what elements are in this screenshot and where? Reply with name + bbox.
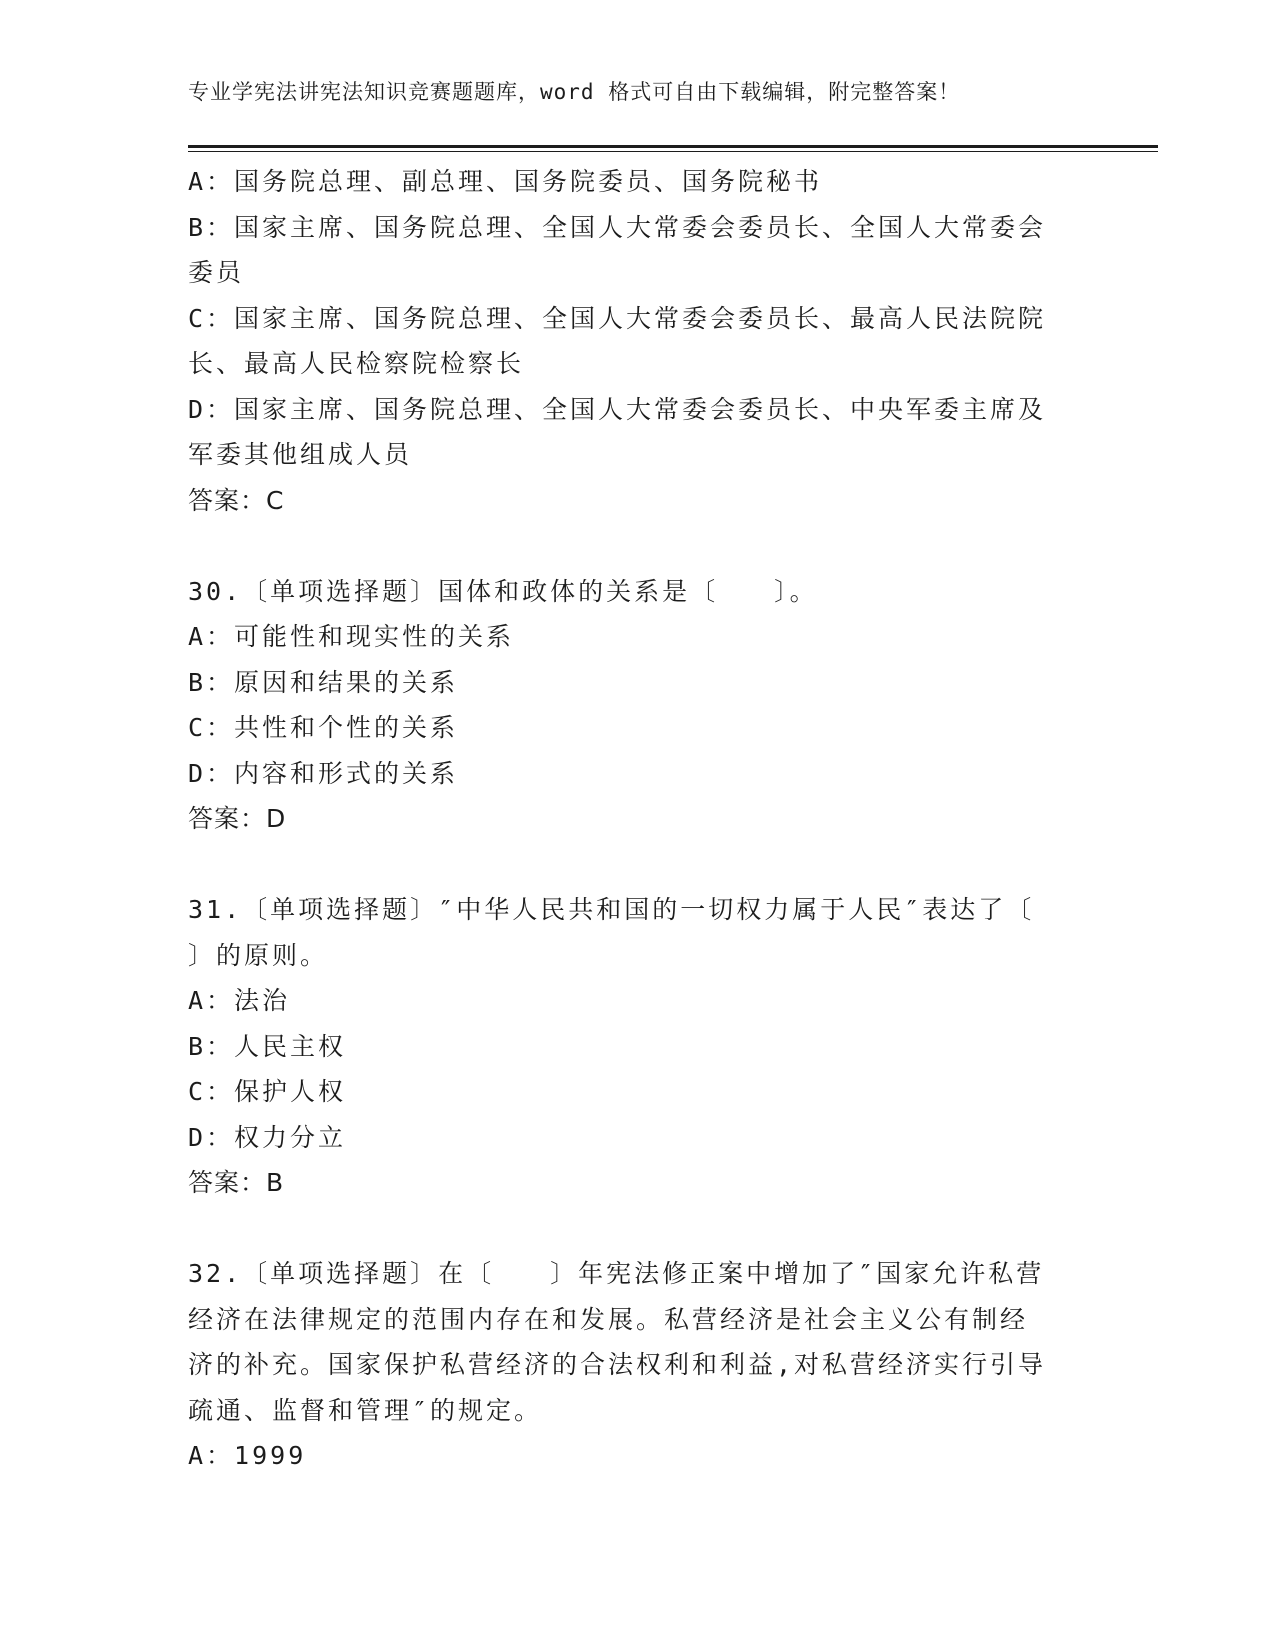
- option-b: B：国家主席、国务院总理、全国人大常委会委员长、全国人大常委会: [188, 212, 1047, 242]
- question-stem-31-cont: 〕的原则。: [188, 940, 329, 970]
- option-c-cont: 长、最高人民检察院检察长: [188, 349, 525, 378]
- option-c: C：共性和个性的关系: [188, 713, 459, 742]
- option-a: A：国务院总理、副总理、国务院委员、国务院秘书: [188, 167, 823, 196]
- option-b-cont: 委员: [188, 258, 245, 287]
- question-stem-30: 30.〔单项选择题〕国体和政体的关系是〔 〕。: [188, 576, 818, 606]
- question-stem-32-cont: 疏通、监督和管理″的规定。: [188, 1395, 543, 1425]
- option-c: C：国家主席、国务院总理、全国人大常委会委员长、最高人民法院院: [188, 303, 1047, 333]
- answer-q29: 答案：C: [188, 485, 285, 515]
- option-d: D：国家主席、国务院总理、全国人大常委会委员长、中央军委主席及: [188, 394, 1047, 424]
- option-a: A：1999: [188, 1441, 307, 1470]
- header-rule-thin: [188, 151, 1158, 152]
- option-b: B：原因和结果的关系: [188, 667, 459, 697]
- question-content: [188, 159, 1078, 1479]
- option-d: D：权力分立: [188, 1122, 347, 1152]
- spacer: [188, 1206, 1078, 1252]
- question-stem-31: 31.〔单项选择题〕″中华人民共和国的一切权力属于人民″表达了〔: [188, 895, 1035, 924]
- answer-q31: 答案：B: [188, 1168, 285, 1197]
- spacer: [188, 842, 1078, 888]
- option-d: D：内容和形式的关系: [188, 758, 459, 788]
- question-stem-32: 32.〔单项选择题〕在〔 〕年宪法修正案中增加了″国家允许私营: [188, 1259, 1045, 1288]
- page-header: 专业学宪法讲宪法知识竞赛题题库，word 格式可自由下载编辑，附完整答案！: [188, 80, 961, 104]
- option-c: C：保护人权: [188, 1077, 347, 1106]
- answer-q30: 答案：D: [188, 804, 287, 833]
- option-b: B：人民主权: [188, 1031, 347, 1061]
- question-stem-32-cont: 经济在法律规定的范围内存在和发展。私营经济是社会主义公有制经: [188, 1304, 1029, 1334]
- spacer: [188, 523, 1078, 569]
- option-d-cont: 军委其他组成人员: [188, 440, 413, 469]
- option-a: A：可能性和现实性的关系: [188, 622, 515, 651]
- question-stem-32-cont: 济的补充。国家保护私营经济的合法权利和利益,对私营经济实行引导: [188, 1350, 1047, 1379]
- option-a: A：法治: [188, 986, 291, 1015]
- header-rule-thick: [188, 145, 1158, 148]
